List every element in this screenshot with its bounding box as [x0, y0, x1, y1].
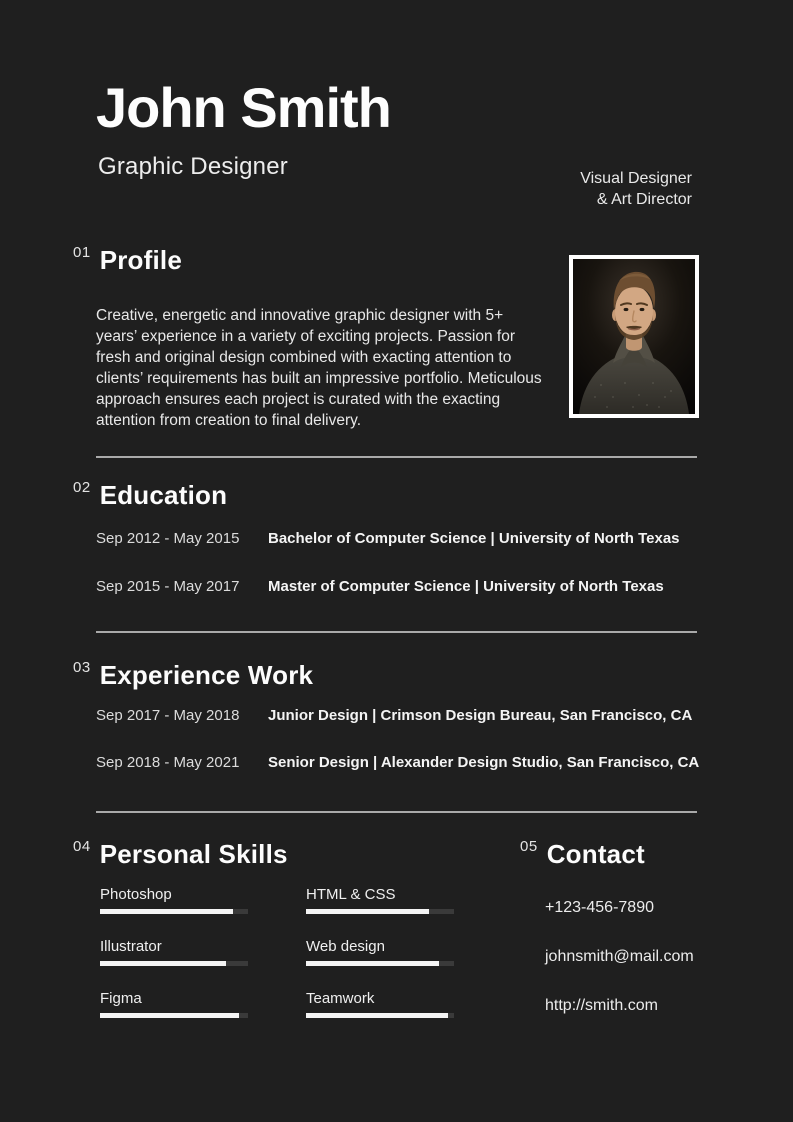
tagline-line-2: & Art Director	[596, 191, 692, 208]
divider	[96, 631, 697, 633]
education-row	[96, 578, 664, 596]
section-heading-experience	[73, 659, 313, 688]
skill-bar-fill	[306, 1013, 448, 1018]
skill-label: Web design	[306, 938, 385, 955]
skill-bar-track	[306, 961, 454, 966]
skill-bar-track	[100, 961, 248, 966]
phone-number: +123-456-7890	[545, 899, 654, 916]
education-period: Sep 2012 - May 2015	[96, 530, 240, 547]
section-title: Experience Work	[99, 660, 314, 690]
tagline-line-1: Visual Designer	[580, 170, 692, 187]
skill-bar-fill	[306, 961, 439, 966]
skill-bar-fill	[100, 961, 226, 966]
skill-item	[306, 886, 454, 914]
profile-photo	[569, 255, 699, 418]
skill-item	[306, 938, 454, 966]
education-row	[96, 530, 680, 548]
experience-row	[96, 754, 699, 772]
section-heading-profile	[73, 244, 182, 273]
experience-period: Sep 2017 - May 2018	[96, 707, 240, 724]
experience-description: Senior Design | Alexander Design Studio, San Francisco, CA	[268, 754, 700, 771]
skill-bar-track	[306, 1013, 454, 1018]
skill-label: HTML & CSS	[306, 886, 396, 903]
skills-column-right	[306, 886, 454, 1018]
skill-item	[100, 938, 248, 966]
section-heading-education	[73, 479, 227, 508]
skill-bar-track	[100, 1013, 248, 1018]
email-address: johnsmith@mail.com	[545, 948, 694, 965]
skill-bar-fill	[100, 1013, 239, 1018]
section-number: 04	[73, 838, 91, 855]
divider	[96, 811, 697, 813]
job-title: Graphic Designer	[98, 153, 288, 180]
section-number: 05	[520, 838, 538, 855]
section-number: 01	[73, 244, 91, 261]
skill-item	[100, 990, 248, 1018]
education-description: Bachelor of Computer Science | University of North Texas	[268, 530, 680, 547]
skill-label: Photoshop	[100, 886, 172, 903]
skill-label: Teamwork	[306, 990, 375, 1007]
experience-row	[96, 707, 692, 725]
experience-period: Sep 2018 - May 2021	[96, 754, 240, 771]
skill-bar-fill	[100, 909, 233, 914]
website-url: http://smith.com	[545, 997, 658, 1014]
skill-bar-fill	[306, 909, 429, 914]
section-heading-skills	[73, 838, 288, 867]
section-title: Profile	[99, 245, 182, 275]
section-title: Contact	[546, 839, 645, 869]
portrait-illustration	[573, 259, 695, 414]
skill-bar-track	[100, 909, 248, 914]
skill-item	[306, 990, 454, 1018]
education-period: Sep 2015 - May 2017	[96, 578, 240, 595]
section-title: Education	[99, 480, 228, 510]
section-number: 02	[73, 479, 91, 496]
skill-label: Figma	[100, 990, 142, 1007]
divider	[96, 456, 697, 458]
skill-item	[100, 886, 248, 914]
education-description: Master of Computer Science | University of North Texas	[268, 578, 664, 595]
tagline	[580, 168, 692, 210]
contact-list	[545, 899, 694, 1015]
skill-label: Illustrator	[100, 938, 162, 955]
skill-bar-track	[306, 909, 454, 914]
person-name: John Smith	[96, 76, 391, 139]
section-title: Personal Skills	[99, 839, 288, 869]
profile-summary: Creative, energetic and innovative graphic designer with 5+ years’ experience in a variety of exciting projects. Passion for fresh and original design combined with exacting attention to clients’ requirements has built an impressive portfolio. Meticulous approach ensures each project is curated with the exacting attention from creation to final delivery.	[96, 306, 542, 429]
skills-column-left	[100, 886, 248, 1018]
section-heading-contact	[520, 838, 645, 867]
experience-description: Junior Design | Crimson Design Bureau, San Francisco, CA	[268, 707, 693, 724]
section-number: 03	[73, 659, 91, 676]
